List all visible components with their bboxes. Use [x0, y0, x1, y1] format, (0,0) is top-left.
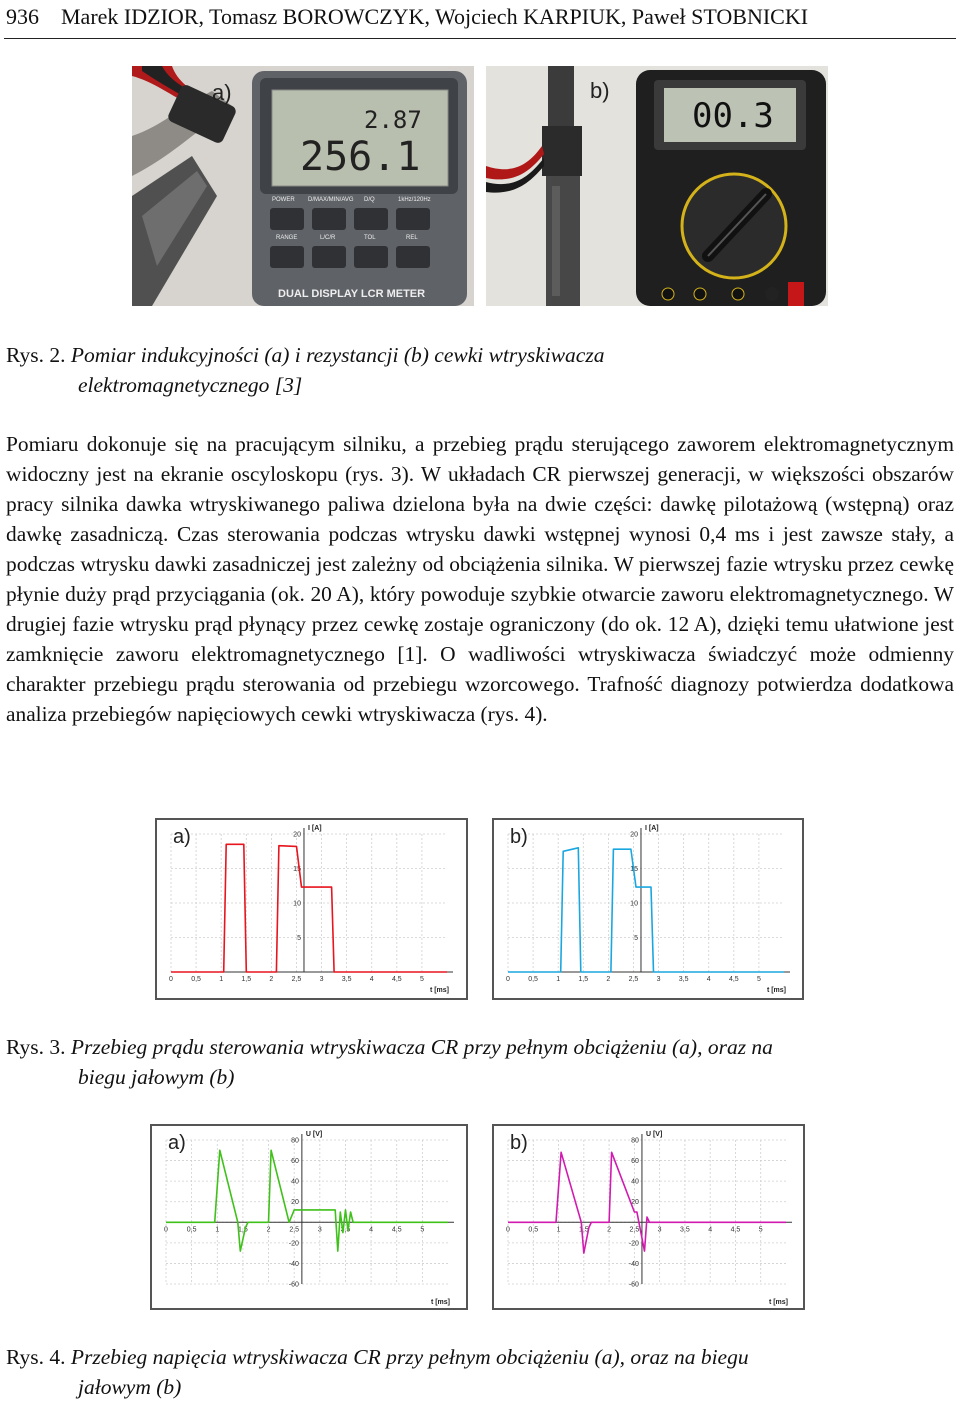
figure3-number: Rys. 3. [6, 1035, 66, 1059]
y-tick-label: -40 [628, 1260, 639, 1268]
y-tick-label: 5 [634, 935, 638, 942]
figure4-number: Rys. 4. [6, 1345, 66, 1369]
y-axis-title: U [V] [645, 1131, 663, 1138]
authors: Marek IDZIOR, Tomasz BOROWCZYK, Wojciech KARPIUK, Paweł STOBNICKI [61, 4, 809, 29]
y-axis-title: U [V] [305, 1131, 323, 1138]
fig3a-chart-panel [155, 818, 468, 1000]
y-tick-label: -60 [628, 1281, 639, 1289]
y-tick-label: -40 [288, 1260, 299, 1268]
fig4a-chart [152, 1126, 466, 1308]
fig3a-label: a) [173, 826, 191, 848]
x-tick-label: 0,5 [528, 1226, 539, 1234]
x-axis-title: t [ms] [768, 1299, 788, 1306]
y-tick-label: -20 [628, 1240, 639, 1248]
y-tick-label: 10 [293, 900, 301, 908]
y-tick-label: 60 [291, 1158, 299, 1166]
fig4b-chart [494, 1126, 803, 1308]
page-number: 936 [6, 4, 39, 29]
y-tick-label: 80 [631, 1137, 639, 1145]
x-tick-label: 1,5 [238, 1226, 248, 1234]
x-tick-label: 5 [758, 1226, 763, 1234]
fig4b-label: b) [510, 1132, 528, 1154]
x-tick-label: 2 [606, 976, 611, 983]
running-header [6, 4, 808, 30]
y-tick-label: 10 [630, 900, 638, 908]
x-tick-label: 4,5 [730, 1226, 741, 1234]
photo-a-label: a) [212, 80, 232, 105]
lcr-button-label-tol: TOL [364, 235, 376, 241]
x-tick-label: 0 [506, 1226, 510, 1234]
y-tick-label: 80 [291, 1137, 299, 1145]
x-tick-label: 1 [219, 976, 224, 983]
x-tick-label: 5 [419, 976, 424, 983]
x-tick-label: 2,5 [628, 976, 639, 983]
y-tick-label: -20 [288, 1240, 299, 1248]
series-line [508, 848, 784, 972]
y-tick-label: 15 [293, 866, 301, 873]
fig4a-chart-panel [150, 1124, 468, 1310]
x-tick-label: 4 [708, 1226, 713, 1234]
x-tick-label: 0 [506, 976, 510, 983]
photo-multimeter [486, 66, 828, 306]
figure2-caption-line1: Pomiar indukcyjności (a) i rezystancji (b) cewki wtryskiwacza [70, 343, 605, 367]
x-tick-label: 3 [657, 1226, 662, 1234]
x-tick-label: 4,5 [391, 976, 402, 983]
fig3a-chart [157, 820, 466, 998]
header-rule [4, 38, 956, 39]
x-tick-label: 4,5 [728, 976, 739, 983]
y-tick-label: 40 [291, 1178, 299, 1186]
figure2-caption [6, 340, 956, 400]
multimeter-display: 00.3 [692, 96, 774, 136]
figure4-caption [6, 1342, 956, 1402]
x-tick-label: 0,5 [191, 976, 201, 983]
lcr-button-label-range: RANGE [276, 235, 298, 241]
x-tick-label: 5 [420, 1226, 425, 1234]
x-tick-label: 3 [317, 1226, 322, 1234]
y-tick-label: 60 [631, 1158, 639, 1166]
y-tick-label: 20 [293, 831, 301, 839]
x-axis-title: t [ms] [429, 987, 449, 994]
x-tick-label: 2,5 [289, 1226, 300, 1234]
x-tick-label: 4,5 [391, 1226, 402, 1234]
x-tick-label: 3,5 [340, 1226, 351, 1234]
x-tick-label: 3,5 [341, 976, 352, 983]
x-tick-label: 2,5 [629, 1226, 640, 1234]
x-tick-label: 0,5 [528, 976, 538, 983]
x-tick-label: 1,5 [578, 1226, 589, 1234]
y-axis-title: I [A] [307, 825, 322, 832]
y-axis-title: I [A] [644, 825, 659, 832]
x-tick-label: 3,5 [680, 1226, 690, 1234]
lcr-button-label-rel: REL [406, 235, 418, 241]
x-axis-title: t [ms] [430, 1299, 450, 1306]
x-axis-title: t [ms] [766, 987, 786, 994]
x-tick-label: 1 [556, 1226, 561, 1234]
x-tick-label: 5 [756, 976, 761, 983]
body-paragraph: Pomiaru dokonuje się na pracującym silniku, a przebieg prądu sterującego zaworem elektromagnetycznym widoczny jest na ekranie oscyloskopu (rys. 3). W układach CR pierwszej generacji, w większości obszarów pracy silnika dawka wtryskiwanego paliwa dzielona była na dwie części: dawkę pilotażową (wstępną) oraz dawkę zasadniczą. Czas sterowania podczas wtrysku dawki wstępnej wynosi 0,4 ms i jest zawsze stały, a podczas wtrysku dawki zasadniczej jest zależny od obciążenia silnika. W pierwszej fazie wtrysku przez cewkę płynie duży prąd przyciągania (ok. 20 A), który powoduje szybkie otwarcie zaworu elektromagnetycznego. W drugiej fazie wtrysku prąd płynący przez cewkę zostaje ograniczony (do ok. 12 A), dzięki temu ułatwione jest zamknięcie zaworu elektromagnetycznego [1]. O wadliwości wtryskiwacza świadczyć może odmienny charakter przebiegu prądu sterowania od przebiegu wzorcowego. Trafność diagnozy potwierdza dodatkowa analiza przebiegów napięciowych cewki wtryskiwacza (rys. 4). [6, 432, 954, 726]
y-tick-label: 40 [631, 1178, 639, 1186]
multimeter-illustration [486, 66, 828, 306]
x-tick-label: 2 [266, 1226, 271, 1234]
x-tick-label: 1 [556, 976, 561, 983]
y-tick-label: 15 [630, 866, 638, 873]
x-tick-label: 1 [215, 1226, 220, 1234]
lcr-display-secondary: 2.87 [364, 106, 422, 134]
x-tick-label: 0 [169, 976, 173, 983]
lcr-button-label-lcr: L/C/R [320, 235, 336, 241]
figure2-number: Rys. 2. [6, 343, 66, 367]
x-tick-label: 3 [319, 976, 324, 983]
x-tick-label: 2 [607, 1226, 612, 1234]
series-line [508, 1152, 786, 1253]
lcr-meter-illustration [132, 66, 474, 306]
x-tick-label: 1,5 [241, 976, 252, 983]
y-tick-label: 20 [291, 1199, 299, 1207]
lcr-button-label-power: POWER [272, 197, 295, 203]
fig3b-chart-panel [492, 818, 804, 1000]
figure2-caption-line2: elektromagnetycznego [3] [78, 373, 303, 397]
x-tick-label: 0,5 [186, 1226, 197, 1234]
figure3-caption [6, 1032, 956, 1092]
series-line [166, 1150, 448, 1251]
fig4a-label: a) [168, 1132, 186, 1154]
figure3-caption-line2: biegu jałowym (b) [78, 1065, 235, 1089]
fig4b-chart-panel [492, 1124, 805, 1310]
y-tick-label: 5 [297, 935, 301, 942]
x-tick-label: 0 [164, 1226, 168, 1234]
lcr-meter-name: DUAL DISPLAY LCR METER [278, 288, 426, 300]
lcr-button-label-dq: D/Q [364, 197, 375, 203]
series-line [171, 844, 447, 972]
photo-b-label: b) [590, 78, 610, 103]
x-tick-label: 1,5 [578, 976, 589, 983]
x-tick-label: 4 [706, 976, 711, 983]
lcr-display-main: 256.1 [300, 134, 421, 180]
y-tick-label: 20 [631, 1199, 639, 1207]
x-tick-label: 3,5 [678, 976, 689, 983]
fig3b-chart [494, 820, 802, 998]
figure4-caption-line2: jałowym (b) [78, 1375, 182, 1399]
x-tick-label: 3 [656, 976, 661, 983]
x-tick-label: 4 [369, 976, 374, 983]
y-tick-label: -60 [288, 1281, 299, 1289]
figure3-caption-line1: Przebieg prądu sterowania wtryskiwacza CR przy pełnym obciążeniu (a), oraz na [70, 1035, 773, 1059]
lcr-button-label-dmax: D/MAX/MIN/AVG [308, 197, 354, 203]
photo-lcr-meter [132, 66, 474, 306]
x-tick-label: 2,5 [291, 976, 302, 983]
fig3b-label: b) [510, 826, 528, 848]
lcr-button-label-freq: 1kHz/120Hz [398, 197, 431, 203]
x-tick-label: 2 [269, 976, 274, 983]
y-tick-label: 20 [630, 831, 638, 839]
figure4-caption-line1: Przebieg napięcia wtryskiwacza CR przy pełnym obciążeniu (a), oraz na biegu [70, 1345, 749, 1369]
x-tick-label: 4 [369, 1226, 374, 1234]
